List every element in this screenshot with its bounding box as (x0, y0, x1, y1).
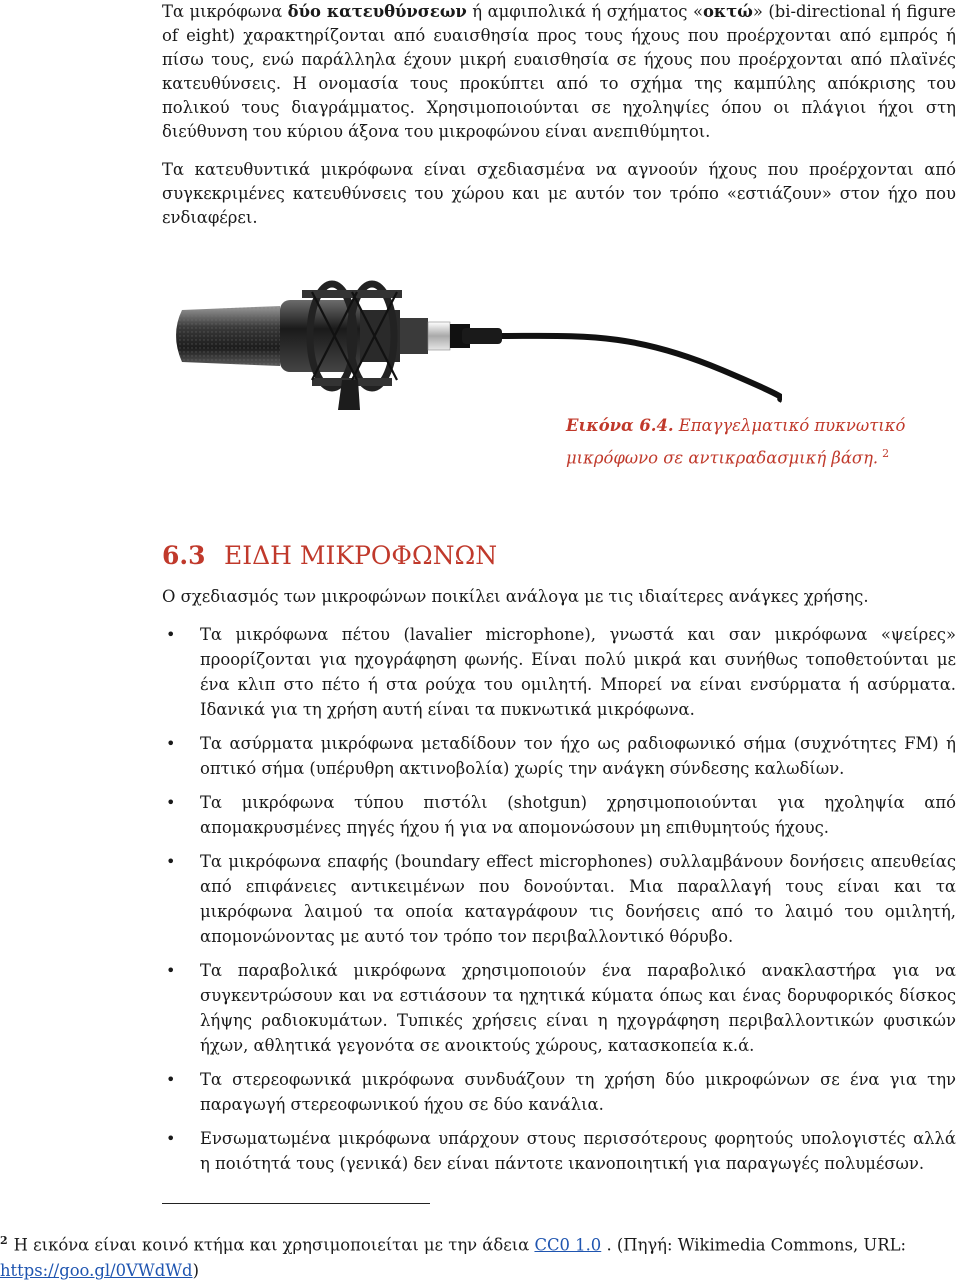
bullet-icon: • (166, 1070, 176, 1089)
list-item (162, 1126, 956, 1176)
figure-caption (566, 412, 956, 472)
footnote-text: . (Πηγή: Wikimedia Commons, URL: (601, 1235, 906, 1255)
list-item-text: Τα μικρόφωνα επαφής (boundary effect microphones) συλλαμβάνουν δονήσεις απευθείας από επιφάνειες αντικειμένων που δονούνται. Μια παραλλαγή τους είναι και τα μικρόφωνα λαιμού τα οποία καταγράφουν τις δονήσεις από το λαιμό του ομιλητή, απομονώνοντας με αυτό τον τρόπο τον περιβαλλοντικό θόρυβο. (200, 852, 956, 946)
section-heading (162, 538, 956, 574)
list-item-text: Τα ασύρματα μικρόφωνα μεταδίδουν τον ήχο ως ραδιοφωνικό σήμα (συχνότητες FM) ή οπτικό σήμα (υπέρυθρη ακτινοβολία) χωρίς την ανάγκη σύνδεσης καλωδίων. (200, 734, 956, 778)
list-item (162, 790, 956, 840)
footnote-reference[interactable]: 2 (882, 447, 890, 460)
list-item-text: Τα στερεοφωνικά μικρόφωνα συνδυάζουν τη χρήση δύο μικροφώνων σε ένα για την παραγωγή στερεοφωνικού ήχου σε δύο κανάλια. (200, 1070, 956, 1114)
footnote-marker: 2 (0, 1234, 8, 1247)
section-intro: Ο σχεδιασμός των μικροφώνων ποικίλει ανάλογα με τις ιδιαίτερες ανάγκες χρήσης. (162, 587, 869, 606)
figure-number: Εικόνα 6.4. (566, 416, 674, 435)
footnote (0, 1228, 960, 1284)
list-item-text: Τα μικρόφωνα τύπου πιστόλι (shotgun) χρησιμοποιούνται για ηχοληψία από απομακρυσμένες πηγές ήχου ή για να απομονώσουν μη επιθυμητούς ήχους. (200, 793, 956, 837)
list-item (162, 731, 956, 781)
microphone-figure-image (162, 270, 782, 410)
source-url-link[interactable]: https://goo.gl/0VWdWd (0, 1261, 193, 1281)
section-title: ΕΙΔΗ ΜΙΚΡΟΦΩΝΩΝ (224, 541, 498, 570)
list-item (162, 958, 956, 1058)
list-item-text: Τα παραβολικά μικρόφωνα χρησιμοποιούν ένα παραβολικό ανακλαστήρα για να συγκεντρώσουν και να εστιάσουν τα ηχητικά κύματα όπως και ένας δορυφορικός δίσκος λήψης ραδιοκυμάτων. Τυπικές χρήσεις είναι η ηχογράφηση περιβαλλοντικών φυσικών ήχων, αθλητικά γεγονότα σε ανοικτούς χώρους, κατασκοπεία κ.ά. (200, 961, 956, 1055)
bold-term: οκτώ (702, 2, 753, 21)
paragraph-text: Τα μικρόφωνα (162, 2, 288, 21)
bold-term: δύο κατευθύνσεων (287, 2, 467, 21)
license-link[interactable]: CC0 1.0 (534, 1235, 602, 1255)
bullet-icon: • (166, 1129, 176, 1148)
list-item-text: Τα μικρόφωνα πέτου (lavalier microphone), γνωστά και σαν μικρόφωνα «ψείρες» προορίζονται για ηχογράφηση φωνής. Είναι πολύ μικρά και συνήθως τοποθετούνται με ένα κλιπ στο πέτο ή στα ρούχα του ομιλητή. Μπορεί να είναι ενσύρματα ή ασύρματα. Ιδανικά για τη χρήση αυτή είναι τα πυκνωτικά μικρόφωνα. (200, 625, 956, 719)
figure-caption-text: Επαγγελματικό πυκνωτικό μικρόφωνο σε αντικραδασμική βάση. (566, 416, 906, 468)
bullet-icon: • (166, 793, 176, 812)
footnote-text: Η εικόνα είναι κοινό κτήμα και χρησιμοποιείται με την άδεια (13, 1235, 535, 1255)
microphone-types-list (162, 622, 956, 1185)
bullet-icon: • (166, 734, 176, 753)
list-item (162, 1067, 956, 1117)
section-number: 6.3 (162, 541, 206, 570)
bullet-icon: • (166, 625, 176, 644)
list-item-text: Ενσωματωμένα μικρόφωνα υπάρχουν στους περισσότερους φορητούς υπολογιστές αλλά η ποιότητά τους (γενικά) δεν είναι πάντοτε ικανοποιητική για παραγωγές πολυμέσων. (200, 1129, 956, 1173)
bullet-icon: • (166, 961, 176, 980)
paragraph-bidirectional (162, 0, 956, 144)
footnote-separator (162, 1203, 430, 1204)
footnote-text: ) (192, 1261, 199, 1281)
list-item (162, 622, 956, 722)
bullet-icon: • (166, 852, 176, 871)
list-item (162, 849, 956, 949)
paragraph-directional: Τα κατευθυντικά μικρόφωνα είναι σχεδιασμένα να αγνοούν ήχους που προέρχονται από συγκεκριμένες κατευθύνσεις του χώρου και με αυτόν τον τρόπο «εστιάζουν» στον ήχο που ενδιαφέρει. (162, 160, 956, 227)
paragraph-text: » (bi-directional ή figure of eight) χαρακτηρίζονται από ευαισθησία προς τους ήχους που προέρχονται από εμπρός ή πίσω τους, ενώ παράλληλα έχουν μικρή ευαισθησία σε ήχους που προέρχονται από πλαϊνές κατευθύνσεις. Η ονομασία τους προκύπτει από το σχήμα της καμπύλης απόκρισης του πολικού τους διαγράμματος. Χρησιμοποιούνται σε ηχοληψίες όπου οι πλάγιοι ήχοι στη διεύθυνση του κύριου άξονα του μικροφώνου είναι ανεπιθύμητοι. (162, 2, 956, 141)
paragraph-text: ή αμφιπολικά ή σχήματος « (466, 2, 703, 21)
